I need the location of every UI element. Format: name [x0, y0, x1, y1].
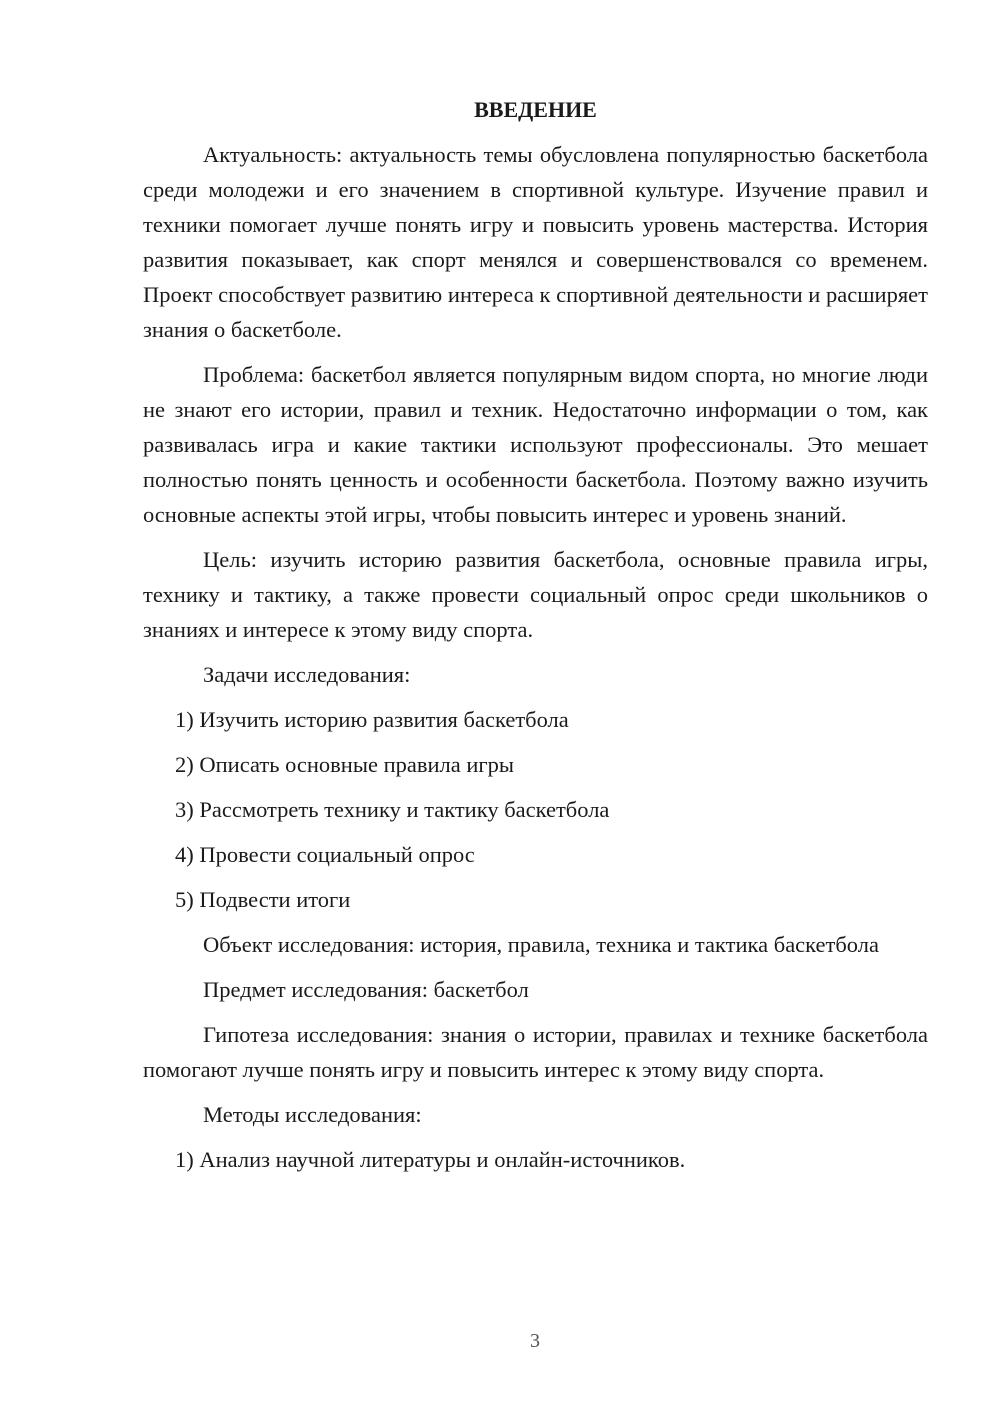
page-number: 3	[530, 1330, 540, 1352]
task-item: 2) Описать основные правила игры	[175, 752, 514, 777]
method-item: 1) Анализ научной литературы и онлайн-источников.	[175, 1147, 686, 1172]
hypothesis-paragraph: Гипотеза исследования: знания о истории, правилах и технике баскетбола помогают лучше понять игру и повысить интерес к этому виду спорта.	[143, 1022, 928, 1082]
goal-paragraph: Цель: изучить историю развития баскетбола, основные правила игры, технику и тактику, а также провести социальный опрос среди школьников о знаниях и интересе к этому виду спорта.	[143, 547, 928, 642]
task-item: 1) Изучить историю развития баскетбола	[175, 707, 569, 732]
problem-paragraph: Проблема: баскетбол является популярным видом спорта, но многие люди не знают его истории, правил и техник. Недостаточно информации о том, как развивалась игра и какие тактики используют профессионалы. Это мешает полностью понять ценность и особенности баскетбола. Поэтому важно изучить основные аспекты этой игры, чтобы повысить интерес и уровень знаний.	[143, 362, 928, 527]
task-item: 5) Подвести итоги	[175, 887, 351, 912]
section-title: ВВЕДЕНИЕ	[474, 97, 597, 122]
relevance-paragraph: Актуальность: актуальность темы обусловлена популярностью баскетбола среди молодежи и его значением в спортивной культуре. Изучение правил и техники помогает лучше понять игру и повысить уровень мастерства. История развития показывает, как спорт менялся и совершенствовался со временем. Проект способствует развитию интереса к спортивной деятельности и расширяет знания о баскетболе.	[143, 142, 928, 342]
methods-list	[143, 1142, 928, 1177]
tasks-heading: Задачи исследования:	[203, 662, 411, 687]
tasks-list	[143, 702, 928, 917]
object-paragraph: Объект исследования: история, правила, техника и тактика баскетбола	[203, 932, 879, 957]
task-item: 4) Провести социальный опрос	[175, 842, 475, 867]
document-page	[143, 92, 928, 1187]
subject-paragraph: Предмет исследования: баскетбол	[203, 977, 529, 1002]
task-item: 3) Рассмотреть технику и тактику баскетбола	[175, 797, 610, 822]
methods-heading: Методы исследования:	[203, 1102, 422, 1127]
